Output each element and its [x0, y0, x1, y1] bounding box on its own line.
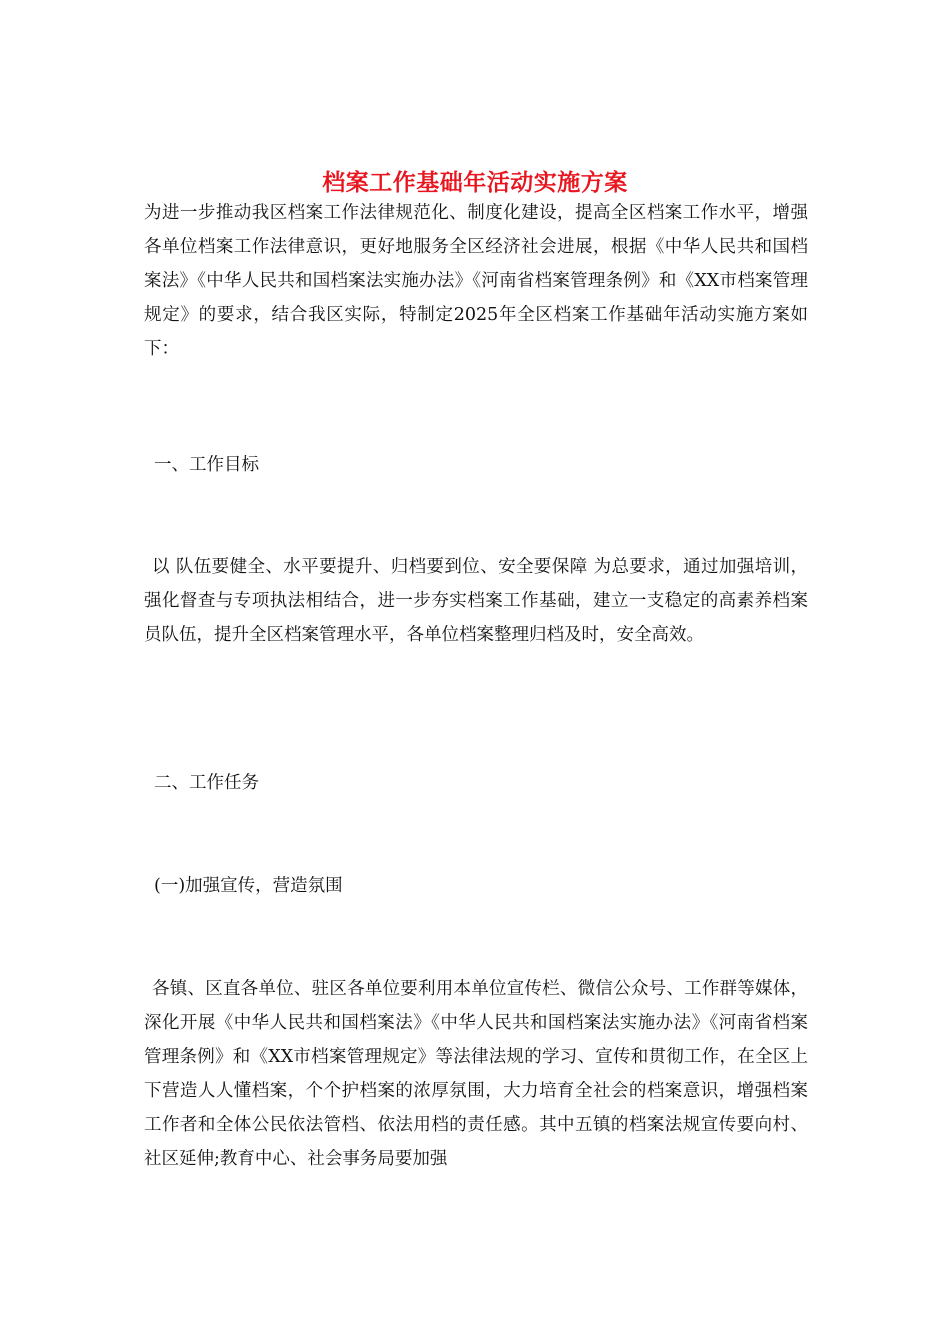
intro-paragraph: 为进一步推动我区档案工作法律规范化、制度化建设，提高全区档案工作水平，增强各单位档案工作法律意识，更好地服务全区经济社会进展，根据《中华人民共和国档案法》《中华人民共和国档案法实施办法》《河南省档案管理条例》和《XX市档案管理规定》的要求，结合我区实际，特制定2025年全区档案工作基础年活动实施方案如下： [144, 203, 808, 359]
section-heading-goals: 一、工作目标 [154, 455, 259, 475]
section-heading-tasks: 二、工作任务 [154, 773, 259, 793]
goals-paragraph: 以 队伍要健全、水平要提升、归档要到位、安全要保障 为总要求，通过加强培训，强化督查与专项执法相结合，进一步夯实档案工作基础，建立一支稳定的高素养档案员队伍，提升全区档案管理水平，各单位档案整理归档及时，安全高效。 [144, 557, 808, 645]
publicity-paragraph: 各镇、区直各单位、驻区各单位要利用本单位宣传栏、微信公众号、工作群等媒体，深化开展《中华人民共和国档案法》《中华人民共和国档案法实施办法》《河南省档案管理条例》和《XX市档案管理规定》等法律法规的学习、宣传和贯彻工作，在全区上下营造人人懂档案，个个护档案的浓厚氛围，大力培育全社会的档案意识，增强档案工作者和全体公民依法管档、依法用档的责任感。其中五镇的档案法规宣传要向村、社区延伸;教育中心、社会事务局要加强 [144, 979, 808, 1169]
subsection-heading-publicity: (一)加强宣传，营造氛围 [154, 876, 343, 896]
document-title: 档案工作基础年活动实施方案 [322, 169, 628, 197]
